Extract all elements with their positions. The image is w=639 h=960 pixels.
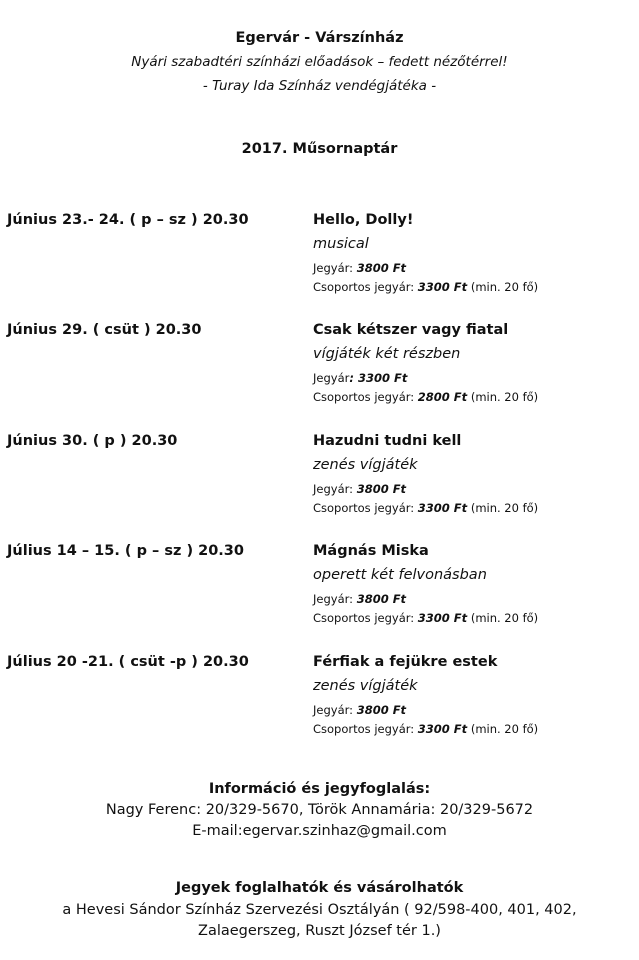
price-value: 3800 Ft (356, 703, 407, 717)
event-group-price (313, 611, 538, 625)
guest-performance-line: - Turay Ida Színház vendégjátéka - (202, 78, 437, 94)
event-item (0, 322, 639, 422)
price-label: Jegyár (313, 371, 350, 385)
event-group-price (313, 501, 538, 515)
event-title: Mágnás Miska (313, 543, 429, 559)
group-price-note: (min. 20 fő) (467, 611, 539, 625)
event-date: Június 29. ( csüt ) 20.30 (7, 322, 202, 338)
group-price-value: 3300 Ft (417, 611, 468, 625)
event-genre: zenés vígjáték (313, 678, 418, 694)
tickets-address-line: Zalaegerszeg, Ruszt József tér 1.) (198, 923, 441, 939)
event-title: Csak kétszer vagy fiatal (313, 322, 509, 338)
event-ticket-price (313, 703, 406, 717)
group-price-note: (min. 20 fő) (467, 390, 539, 404)
group-price-label: Csoportos jegyár: (313, 280, 418, 294)
event-date: Június 30. ( p ) 20.30 (7, 433, 178, 449)
event-item (0, 433, 639, 533)
event-genre: operett két felvonásban (313, 567, 487, 583)
group-price-note: (min. 20 fő) (467, 280, 539, 294)
event-title: Hazudni tudni kell (313, 433, 462, 449)
event-genre: vígjáték két részben (313, 346, 461, 362)
tickets-location-line: a Hevesi Sándor Színház Szervezési Osztályán ( 92/598-400, 401, 402, (62, 902, 577, 918)
info-email: E-mail:egervar.szinhaz@gmail.com (192, 823, 447, 839)
event-item (0, 212, 639, 312)
venue-title: Egervár - Várszínház (235, 30, 404, 46)
price-label: Jegyár: (313, 482, 357, 496)
event-item (0, 543, 639, 643)
price-value: 3800 Ft (356, 261, 407, 275)
price-label: Jegyár: (313, 703, 357, 717)
event-ticket-price (313, 482, 406, 496)
program-title: 2017. Műsornaptár (241, 141, 398, 157)
info-title: Információ és jegyfoglalás: (208, 781, 431, 797)
event-date: Július 20 -21. ( csüt -p ) 20.30 (7, 654, 249, 670)
price-value: 3800 Ft (356, 482, 407, 496)
event-date: Június 23.- 24. ( p – sz ) 20.30 (7, 212, 249, 228)
group-price-value: 2800 Ft (417, 390, 468, 404)
price-value: : 3300 Ft (349, 371, 408, 385)
event-ticket-price (313, 261, 406, 275)
event-group-price (313, 280, 538, 294)
price-label: Jegyár: (313, 592, 357, 606)
group-price-value: 3300 Ft (417, 280, 468, 294)
event-ticket-price (313, 592, 406, 606)
event-item (0, 654, 639, 754)
event-title: Hello, Dolly! (313, 212, 414, 228)
event-date: Július 14 – 15. ( p – sz ) 20.30 (7, 543, 244, 559)
group-price-label: Csoportos jegyár: (313, 722, 418, 736)
venue-subtitle: Nyári szabadtéri színházi előadások – fedett nézőtérrel! (131, 54, 508, 70)
price-value: 3800 Ft (356, 592, 407, 606)
group-price-label: Csoportos jegyár: (313, 390, 418, 404)
event-title: Férfiak a fejükre estek (313, 654, 498, 670)
event-ticket-price (313, 371, 407, 385)
price-label: Jegyár: (313, 261, 357, 275)
event-genre: musical (313, 236, 369, 252)
tickets-title: Jegyek foglalhatók és vásárolhatók (175, 880, 464, 896)
group-price-note: (min. 20 fő) (467, 501, 539, 515)
group-price-value: 3300 Ft (417, 501, 468, 515)
group-price-label: Csoportos jegyár: (313, 611, 418, 625)
group-price-label: Csoportos jegyár: (313, 501, 418, 515)
event-genre: zenés vígjáték (313, 457, 418, 473)
info-phones: Nagy Ferenc: 20/329-5670, Török Annamária: 20/329-5672 (105, 802, 534, 818)
event-group-price (313, 722, 538, 736)
group-price-note: (min. 20 fő) (467, 722, 539, 736)
event-group-price (313, 390, 538, 404)
group-price-value: 3300 Ft (417, 722, 468, 736)
